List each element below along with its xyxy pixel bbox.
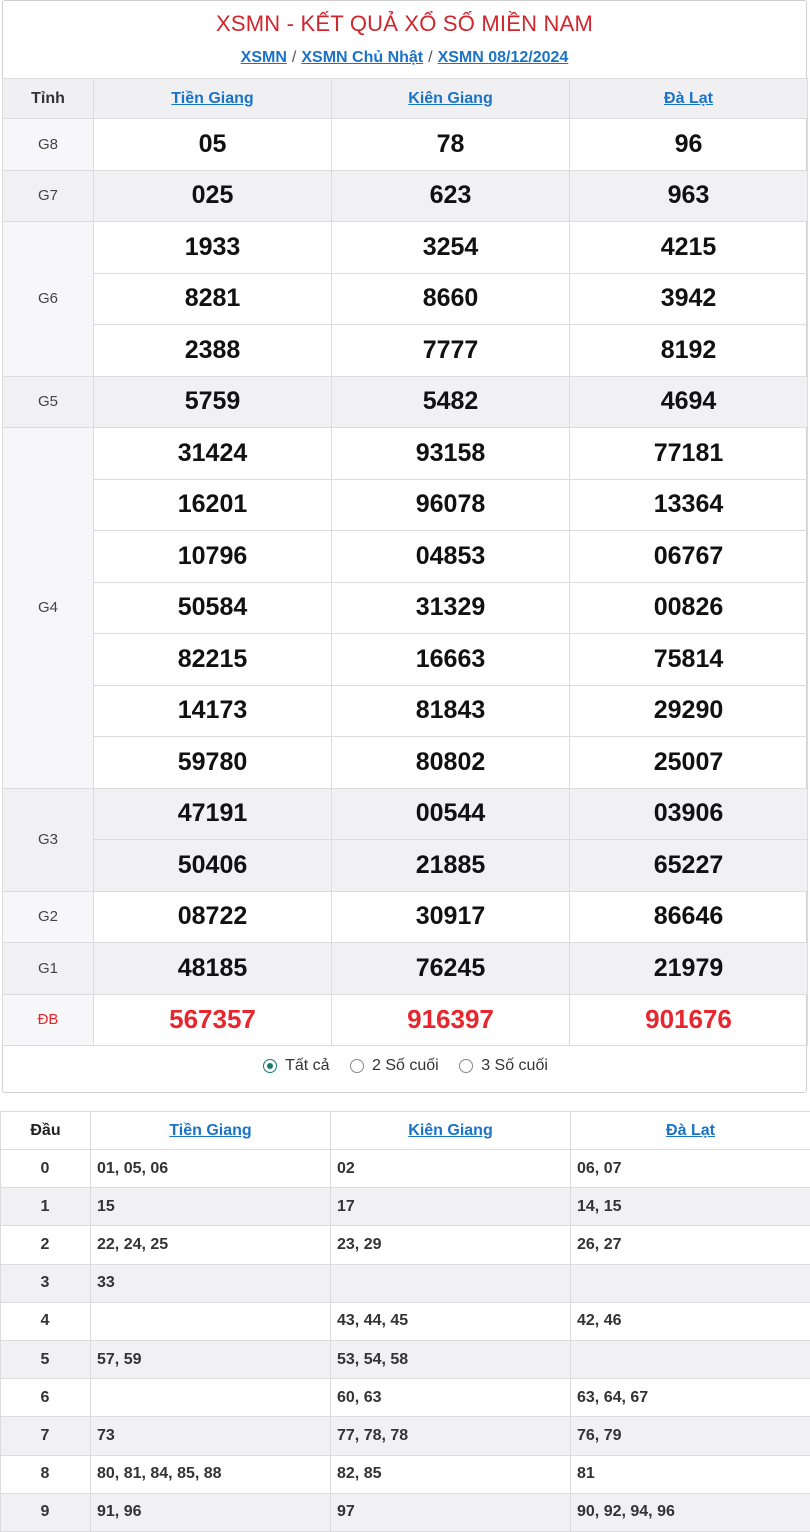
dau-values: 76, 79 <box>571 1417 810 1455</box>
prize-number: 025 <box>94 170 332 222</box>
prize-row <box>3 273 808 325</box>
radio-selected-icon[interactable] <box>263 1059 277 1073</box>
prize-number: 16663 <box>332 634 570 686</box>
prize-label: ĐB <box>3 994 94 1046</box>
prize-number: 8281 <box>94 273 332 325</box>
prize-row <box>3 943 808 995</box>
prize-number: 50584 <box>94 582 332 634</box>
prize-number: 05 <box>94 119 332 171</box>
province-link[interactable]: Đà Lạt <box>666 1122 715 1139</box>
dau-digit: 4 <box>1 1302 91 1340</box>
dau-digit: 5 <box>1 1340 91 1378</box>
prize-number: 47191 <box>94 788 332 840</box>
special-prize-number: 567357 <box>94 994 332 1046</box>
dau-values: 81 <box>571 1455 810 1493</box>
prize-number: 30917 <box>332 891 570 943</box>
prize-number: 65227 <box>570 840 808 892</box>
dau-values <box>91 1379 331 1417</box>
dau-values: 43, 44, 45 <box>331 1302 571 1340</box>
prize-number: 06767 <box>570 531 808 583</box>
prize-number: 13364 <box>570 479 808 531</box>
prize-row <box>3 531 808 583</box>
prize-row <box>3 479 808 531</box>
prize-label: G4 <box>3 428 94 789</box>
dau-values: 97 <box>331 1493 571 1531</box>
dau-values: 53, 54, 58 <box>331 1340 571 1378</box>
prize-number: 50406 <box>94 840 332 892</box>
prize-number: 963 <box>570 170 808 222</box>
filter-option-2-digits[interactable]: 2 Số cuối <box>350 1057 439 1075</box>
prize-number: 04853 <box>332 531 570 583</box>
prize-number: 96078 <box>332 479 570 531</box>
prize-row <box>3 788 808 840</box>
province-header <box>331 1112 571 1150</box>
prize-label: G8 <box>3 119 94 171</box>
prize-number: 03906 <box>570 788 808 840</box>
prize-number: 82215 <box>94 634 332 686</box>
special-prize-number: 901676 <box>570 994 808 1046</box>
prize-number: 2388 <box>94 325 332 377</box>
dau-values: 73 <box>91 1417 331 1455</box>
prize-number: 3942 <box>570 273 808 325</box>
province-header <box>94 79 332 119</box>
dau-values: 23, 29 <box>331 1226 571 1264</box>
dau-digit: 3 <box>1 1264 91 1302</box>
dau-values <box>331 1264 571 1302</box>
prize-number: 623 <box>332 170 570 222</box>
prize-row <box>3 170 808 222</box>
province-header <box>571 1112 810 1150</box>
dau-digit: 1 <box>1 1188 91 1226</box>
prize-number: 48185 <box>94 943 332 995</box>
dau-values: 17 <box>331 1188 571 1226</box>
prize-row <box>3 119 808 171</box>
prize-number: 78 <box>332 119 570 171</box>
prize-label: G7 <box>3 170 94 222</box>
page-title: XSMN - KẾT QUẢ XỔ SỐ MIỀN NAM <box>3 11 806 37</box>
dau-header-row <box>1 1112 810 1150</box>
prize-number: 81843 <box>332 685 570 737</box>
dau-values: 90, 92, 94, 96 <box>571 1493 810 1531</box>
results-header-row <box>3 79 808 119</box>
prize-label: G3 <box>3 788 94 891</box>
prize-row <box>3 582 808 634</box>
province-link[interactable]: Kiên Giang <box>408 90 492 107</box>
breadcrumb <box>3 49 806 67</box>
prize-row <box>3 685 808 737</box>
dau-values: 80, 81, 84, 85, 88 <box>91 1455 331 1493</box>
prize-number: 08722 <box>94 891 332 943</box>
dau-row <box>1 1302 810 1340</box>
prize-number: 77181 <box>570 428 808 480</box>
dau-values <box>571 1264 810 1302</box>
dau-row <box>1 1379 810 1417</box>
special-prize-number: 916397 <box>332 994 570 1046</box>
breadcrumb-xsmn[interactable]: XSMN <box>241 49 287 66</box>
prize-number: 76245 <box>332 943 570 995</box>
prize-row <box>3 376 808 428</box>
radio-icon[interactable] <box>350 1059 364 1073</box>
dau-values: 91, 96 <box>91 1493 331 1531</box>
province-label-header: Tỉnh <box>3 79 94 119</box>
prize-number: 31424 <box>94 428 332 480</box>
prize-row <box>3 325 808 377</box>
prize-number: 14173 <box>94 685 332 737</box>
dau-values: 63, 64, 67 <box>571 1379 810 1417</box>
prize-number: 00544 <box>332 788 570 840</box>
province-header <box>91 1112 331 1150</box>
province-header <box>332 79 570 119</box>
dau-values: 06, 07 <box>571 1150 810 1188</box>
prize-number: 3254 <box>332 222 570 274</box>
radio-icon[interactable] <box>459 1059 473 1073</box>
prize-number: 8660 <box>332 273 570 325</box>
prize-row <box>3 634 808 686</box>
dau-row <box>1 1150 810 1188</box>
province-header <box>570 79 808 119</box>
prize-number: 80802 <box>332 737 570 789</box>
dau-digit: 9 <box>1 1493 91 1531</box>
results-table <box>2 78 808 1046</box>
prize-number: 8192 <box>570 325 808 377</box>
prize-number: 21885 <box>332 840 570 892</box>
dau-row <box>1 1188 810 1226</box>
breadcrumb-separator: / <box>292 49 296 66</box>
prize-number: 93158 <box>332 428 570 480</box>
prize-row <box>3 737 808 789</box>
province-link[interactable]: Đà Lạt <box>664 90 713 107</box>
dau-values: 60, 63 <box>331 1379 571 1417</box>
dau-digit: 2 <box>1 1226 91 1264</box>
dau-values: 33 <box>91 1264 331 1302</box>
prize-row <box>3 840 808 892</box>
prize-row <box>3 222 808 274</box>
dau-label-header: Đầu <box>1 1112 91 1150</box>
province-link[interactable]: Tiền Giang <box>171 90 253 107</box>
dau-values: 82, 85 <box>331 1455 571 1493</box>
prize-number: 5482 <box>332 376 570 428</box>
dau-row <box>1 1340 810 1378</box>
prize-label: G1 <box>3 943 94 995</box>
result-filter <box>3 1057 808 1078</box>
dau-values: 01, 05, 06 <box>91 1150 331 1188</box>
dau-values <box>91 1302 331 1340</box>
prize-number: 21979 <box>570 943 808 995</box>
province-link[interactable]: Tiền Giang <box>169 1122 251 1139</box>
dau-digit: 6 <box>1 1379 91 1417</box>
dau-values: 77, 78, 78 <box>331 1417 571 1455</box>
breadcrumb-xsmn-chu-nhat[interactable]: XSMN Chủ Nhật <box>301 49 423 66</box>
dau-digit: 7 <box>1 1417 91 1455</box>
prize-number: 25007 <box>570 737 808 789</box>
dau-digit: 0 <box>1 1150 91 1188</box>
breadcrumb-date[interactable]: XSMN 08/12/2024 <box>438 49 569 66</box>
prize-number: 29290 <box>570 685 808 737</box>
dau-row <box>1 1226 810 1264</box>
prize-number: 31329 <box>332 582 570 634</box>
dau-values: 22, 24, 25 <box>91 1226 331 1264</box>
dau-values: 02 <box>331 1150 571 1188</box>
dau-row <box>1 1493 810 1531</box>
dau-values: 42, 46 <box>571 1302 810 1340</box>
prize-number: 10796 <box>94 531 332 583</box>
prize-label: G2 <box>3 891 94 943</box>
prize-number: 75814 <box>570 634 808 686</box>
province-link[interactable]: Kiên Giang <box>408 1122 492 1139</box>
prize-row <box>3 994 808 1046</box>
prize-number: 96 <box>570 119 808 171</box>
prize-number: 59780 <box>94 737 332 789</box>
prize-label: G6 <box>3 222 94 377</box>
prize-number: 4694 <box>570 376 808 428</box>
prize-number: 1933 <box>94 222 332 274</box>
prize-number: 5759 <box>94 376 332 428</box>
dau-row <box>1 1417 810 1455</box>
prize-number: 4215 <box>570 222 808 274</box>
prize-number: 00826 <box>570 582 808 634</box>
dau-values: 57, 59 <box>91 1340 331 1378</box>
dau-values <box>571 1340 810 1378</box>
dau-values: 26, 27 <box>571 1226 810 1264</box>
dau-row <box>1 1455 810 1493</box>
prize-row <box>3 891 808 943</box>
filter-option-3-digits[interactable]: 3 Số cuối <box>459 1057 548 1075</box>
filter-option-all[interactable]: Tất cả <box>263 1057 329 1075</box>
dau-row <box>1 1264 810 1302</box>
breadcrumb-separator: / <box>428 49 432 66</box>
dau-table <box>0 1111 810 1532</box>
prize-number: 86646 <box>570 891 808 943</box>
prize-label: G5 <box>3 376 94 428</box>
dau-digit: 8 <box>1 1455 91 1493</box>
dau-values: 14, 15 <box>571 1188 810 1226</box>
prize-row <box>3 428 808 480</box>
dau-values: 15 <box>91 1188 331 1226</box>
prize-number: 16201 <box>94 479 332 531</box>
prize-number: 7777 <box>332 325 570 377</box>
